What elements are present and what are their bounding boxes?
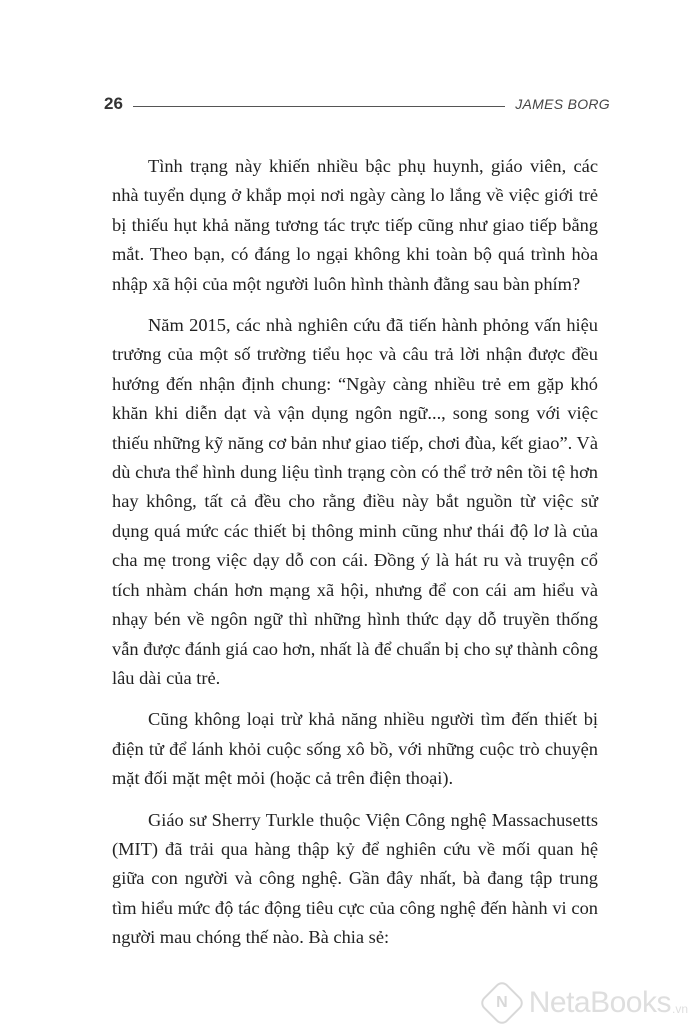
watermark — [485, 986, 688, 1020]
running-head-author: JAMES BORG — [515, 96, 610, 112]
paragraph-2: Năm 2015, các nhà nghiên cứu đã tiến hành phỏng vấn hiệu trưởng của một số trường tiểu học và câu trả lời nhận được đều hướng đến nhận định chung: “Ngày càng nhiều trẻ em gặp khó khăn khi diễn dạt và vận dụng ngôn ngữ..., song song với việc thiếu những kỹ năng cơ bản như giao tiếp, chơi đùa, kết giao”. Và dù chưa thể hình dung liệu tình trạng còn có thể trở nên tồi tệ hơn hay không, tất cả đều cho rằng điều này bắt nguồn từ việc sử dụng quá mức các thiết bị thông minh cũng như thái độ lơ là của cha mẹ trong việc dạy dỗ con cái. Đồng ý là hát ru và truyện cổ tích nhàm chán hơn mạng xã hội, nhưng để con cái am hiểu và nhạy bén về ngôn ngữ thì những hình thức dạy dỗ truyền thống vẫn được đánh giá cao hơn, nhất là để chuẩn bị cho sự thành công lâu dài của trẻ. — [112, 315, 598, 688]
watermark-suffix: .vn — [671, 1002, 688, 1016]
watermark-logo-letter: N — [495, 994, 508, 1011]
paragraph-3: Cũng không loại trừ khả năng nhiều người tìm đến thiết bị điện tử để lánh khỏi cuộc sống xô bồ, với những cuộc trò chuyện mặt đối mặt mệt mỏi (hoặc cả trên điện thoại). — [112, 709, 598, 789]
paragraph-1: Tình trạng này khiến nhiều bậc phụ huynh, giáo viên, các nhà tuyển dụng ở khắp mọi nơi ngày càng lo lắng về việc giới trẻ bị thiếu hụt khả năng tương tác trực tiếp cũng như giao tiếp bằng mắt. Theo bạn, có đáng lo ngại không khi toàn bộ quá trình hòa nhập xã hội của một người luôn hình thành đằng sau bàn phím? — [112, 156, 598, 294]
netabooks-logo-icon — [478, 979, 526, 1027]
header-rule — [133, 106, 505, 107]
watermark-text: NetaBooks — [528, 986, 671, 1019]
body-text — [112, 152, 598, 965]
page-header — [104, 93, 610, 115]
page-number: 26 — [104, 94, 123, 113]
paragraph-4: Giáo sư Sherry Turkle thuộc Viện Công nghệ Massachusetts (MIT) đã trải qua hàng thập kỷ để nghiên cứu về mối quan hệ giữa con người và công nghệ. Gần đây nhất, bà đang tập trung tìm hiểu mức độ tác động tiêu cực của công nghệ đến hành vi con người mau chóng thế nào. Bà chia sẻ: — [112, 809, 598, 948]
